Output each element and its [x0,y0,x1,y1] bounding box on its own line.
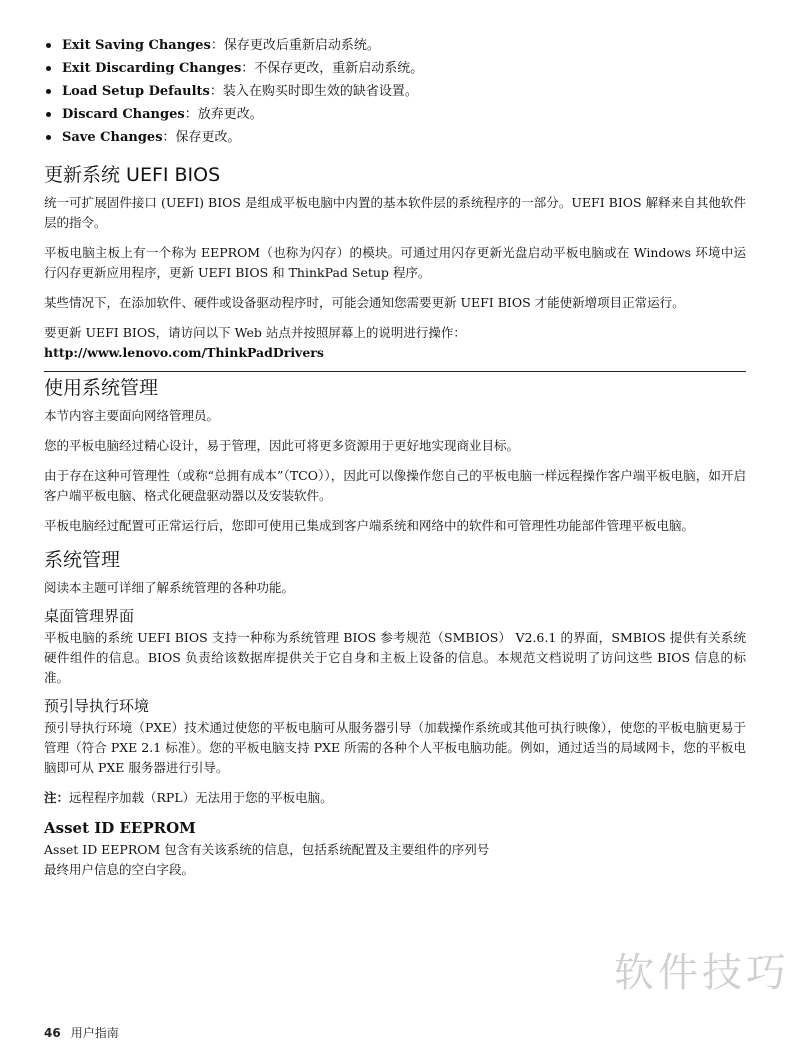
option-desc: ：保存更改。 [162,130,241,145]
mgmt-paragraph-1: 本节内容主要面向网络管理员。 [44,408,220,423]
option-term: Discard Changes [62,107,185,122]
sysmgmt-paragraph: 阅读本主题可详细了解系统管理的各种功能。 [44,580,295,595]
option-term: Save Changes [62,130,163,145]
pxe-paragraph: 预引导执行环境（PXE）技术通过使您的平板电脑可从服务器引导（加载操作系统或其他可执行映像），使您的平板电脑更易于管理（符合 PXE 2.1 标准）。您的平板电脑支持 PXE 所需的各种个人平板电脑功能。例如，通过适当的局域网卡，您的平板电脑即可从 PXE 服务器进行引导。 [44,720,746,775]
uefi-section-title: 更新系统 UEFI BIOS [44,164,221,186]
asset-subsection-title: Asset ID EEPROM [44,819,196,837]
option-desc: ：放弃更改。 [184,107,263,122]
option-term: Load Setup Defaults [62,84,210,99]
note-label: 注： [44,790,70,805]
guide-label: 用户指南 [70,1026,119,1040]
uefi-paragraph-4: 要更新 UEFI BIOS，请访问以下 Web 站点并按照屏幕上的说明进行操作： [44,325,466,340]
note-text: 远程程序加载（RPL）无法用于您的平板电脑。 [69,790,333,805]
uefi-paragraph-2: 平板电脑主板上有一个称为 EEPROM（也称为闪存）的模块。可通过用闪存更新光盘启动平板电脑或在 Windows 环境中运行闪存更新应用程序，更新 UEFI BIOS 和 ThinkPad Setup 程序。 [44,245,746,280]
option-desc: ：保存更改后重新启动系统。 [210,38,380,53]
section-divider [44,371,746,372]
mgmt-section-title: 使用系统管理 [44,377,159,399]
watermark-text: 软件技巧 [614,950,790,996]
uefi-paragraph-1: 统一可扩展固件接口 (UEFI) BIOS 是组成平板电脑中内置的基本软件层的系统程序的一部分。UEFI BIOS 解释来自其他软件层的指令。 [44,195,746,230]
desktop-paragraph: 平板电脑的系统 UEFI BIOS 支持一种称为系统管理 BIOS 参考规范（SMBIOS） V2.6.1 的界面，SMBIOS 提供有关系统硬件组件的信息。BIOS 负责给该数据库提供关于它自身和主板上设备的信息。本规范文档说明了访问这些 BIOS 信息的标准。 [44,630,746,685]
page-number: 46 [44,1026,61,1040]
option-desc: ：不保存更改，重新启动系统。 [241,61,424,76]
document-page [44,34,746,880]
mgmt-paragraph-2: 您的平板电脑经过精心设计，易于管理，因此可将更多资源用于更好地实现商业目标。 [44,438,520,453]
desktop-subsection-title: 桌面管理界面 [44,607,135,625]
list-item [44,34,746,57]
page-footer [44,1024,119,1041]
pxe-note [44,788,746,808]
pxe-subsection-title: 预引导执行环境 [44,697,150,715]
list-item [44,103,746,126]
list-item [44,57,746,80]
uefi-paragraph-3: 某些情况下，在添加软件、硬件或设备驱动程序时，可能会通知您需要更新 UEFI BIOS 才能使新增项目正常运行。 [44,295,685,310]
list-item [44,80,746,103]
list-item [44,126,746,149]
option-term: Exit Saving Changes [62,38,211,53]
option-term: Exit Discarding Changes [62,61,242,76]
mgmt-paragraph-4: 平板电脑经过配置可正常运行后，您即可使用已集成到客户端系统和网络中的软件和可管理性功能部件管理平板电脑。 [44,518,695,533]
asset-paragraph-line-2: 最终用户信息的空白字段。 [44,862,195,877]
asset-paragraph-line-1: Asset ID EEPROM 包含有关该系统的信息，包括系统配置及主要组件的序列号 [44,842,490,857]
sysmgmt-section-title: 系统管理 [44,549,121,571]
option-list [44,34,746,149]
lenovo-drivers-link[interactable]: http://www.lenovo.com/ThinkPadDrivers [44,345,324,360]
mgmt-paragraph-3: 由于存在这种可管理性（或称“总拥有成本”（TCO）），因此可以像操作您自己的平板电脑一样远程操作客户端平板电脑，如开启客户端平板电脑、格式化硬盘驱动器以及安装软件。 [44,468,746,503]
option-desc: ：装入在购买时即生效的缺省设置。 [209,84,418,99]
